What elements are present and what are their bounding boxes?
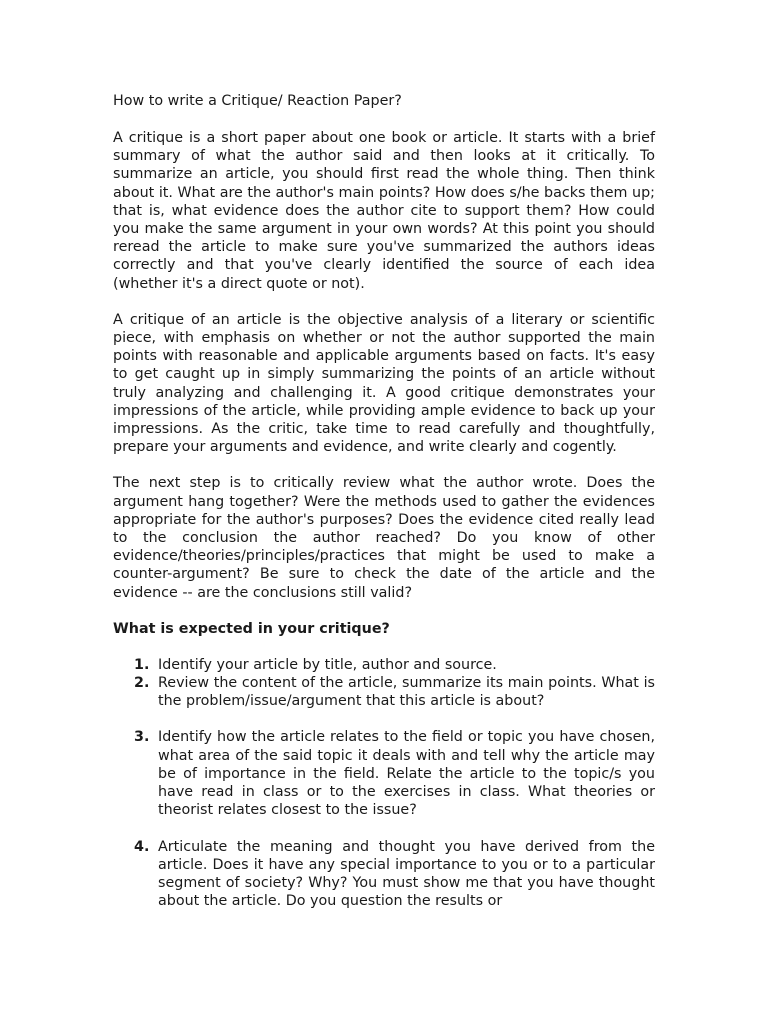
list-item-number: 4. — [134, 838, 150, 855]
list-item-text: Identify how the article relates to the field or topic you have chosen, what area of the said topic it deals with and tell why the article may be of importance in the field. Relate the article to the topic/s you have read in class or to the exercises in class. What theories or theorist relates closest to the issue? — [158, 729, 655, 819]
list-item-text: Articulate the meaning and thought you have derived from the article. Does it have any special importance to you or to a particular segment of society? Why? You must show me that you have thought about the article. Do you question the results or — [158, 838, 655, 910]
list-item-number: 1. — [134, 656, 150, 673]
paragraph-critical-review: The next step is to critically review what the author wrote. Does the argument hang together? Were the methods used to gather the evidences appropriate for the author's purposes? Does the evidence cited really lead to the conclusion the author reached? Do you know of other evidence/theories/principles/practices that might be used to make a counter-argument? Be sure to check the date of the article and the evidence -- are the conclusions still valid? — [113, 475, 655, 601]
list-item — [113, 728, 655, 819]
expectations-list — [113, 656, 655, 910]
list-item-text: Review the content of the article, summarize its main points. What is the problem/issue/argument that this article is about? — [158, 675, 655, 710]
list-item — [113, 656, 655, 674]
section-heading-expectations: What is expected in your critique? — [113, 620, 390, 637]
list-item-text: Identify your article by title, author and source. — [158, 656, 497, 673]
document-page — [113, 92, 655, 910]
list-item-number: 2. — [134, 675, 150, 692]
paragraph-objective-analysis: A critique of an article is the objective analysis of a literary or scientific piece, with emphasis on whether or not the author supported the main points with reasonable and applicable arguments based on facts. It's easy to get caught up in simply summarizing the points of an article without truly analyzing and challenging it. A good critique demonstrates your impressions of the article, while providing ample evidence to back up your impressions. As the critic, take time to read carefully and thoughtfully, prepare your arguments and evidence, and write clearly and cogently. — [113, 311, 655, 456]
list-item-number: 3. — [134, 729, 150, 746]
document-title: How to write a Critique/ Reaction Paper? — [113, 93, 402, 109]
list-item — [113, 838, 655, 911]
paragraph-definition: A critique is a short paper about one book or article. It starts with a brief summary of what the author said and then looks at it critically. To summarize an article, you should first read the whole thing. Then think about it. What are the author's main points? How does s/he backs them up; that is, what evidence does the author cite to support them? How could you make the same argument in your own words? At this point you should reread the article to make sure you've summarized the authors ideas correctly and that you've clearly identified the source of each idea (whether it's a direct quote or not). — [113, 130, 655, 292]
list-item — [113, 674, 655, 710]
